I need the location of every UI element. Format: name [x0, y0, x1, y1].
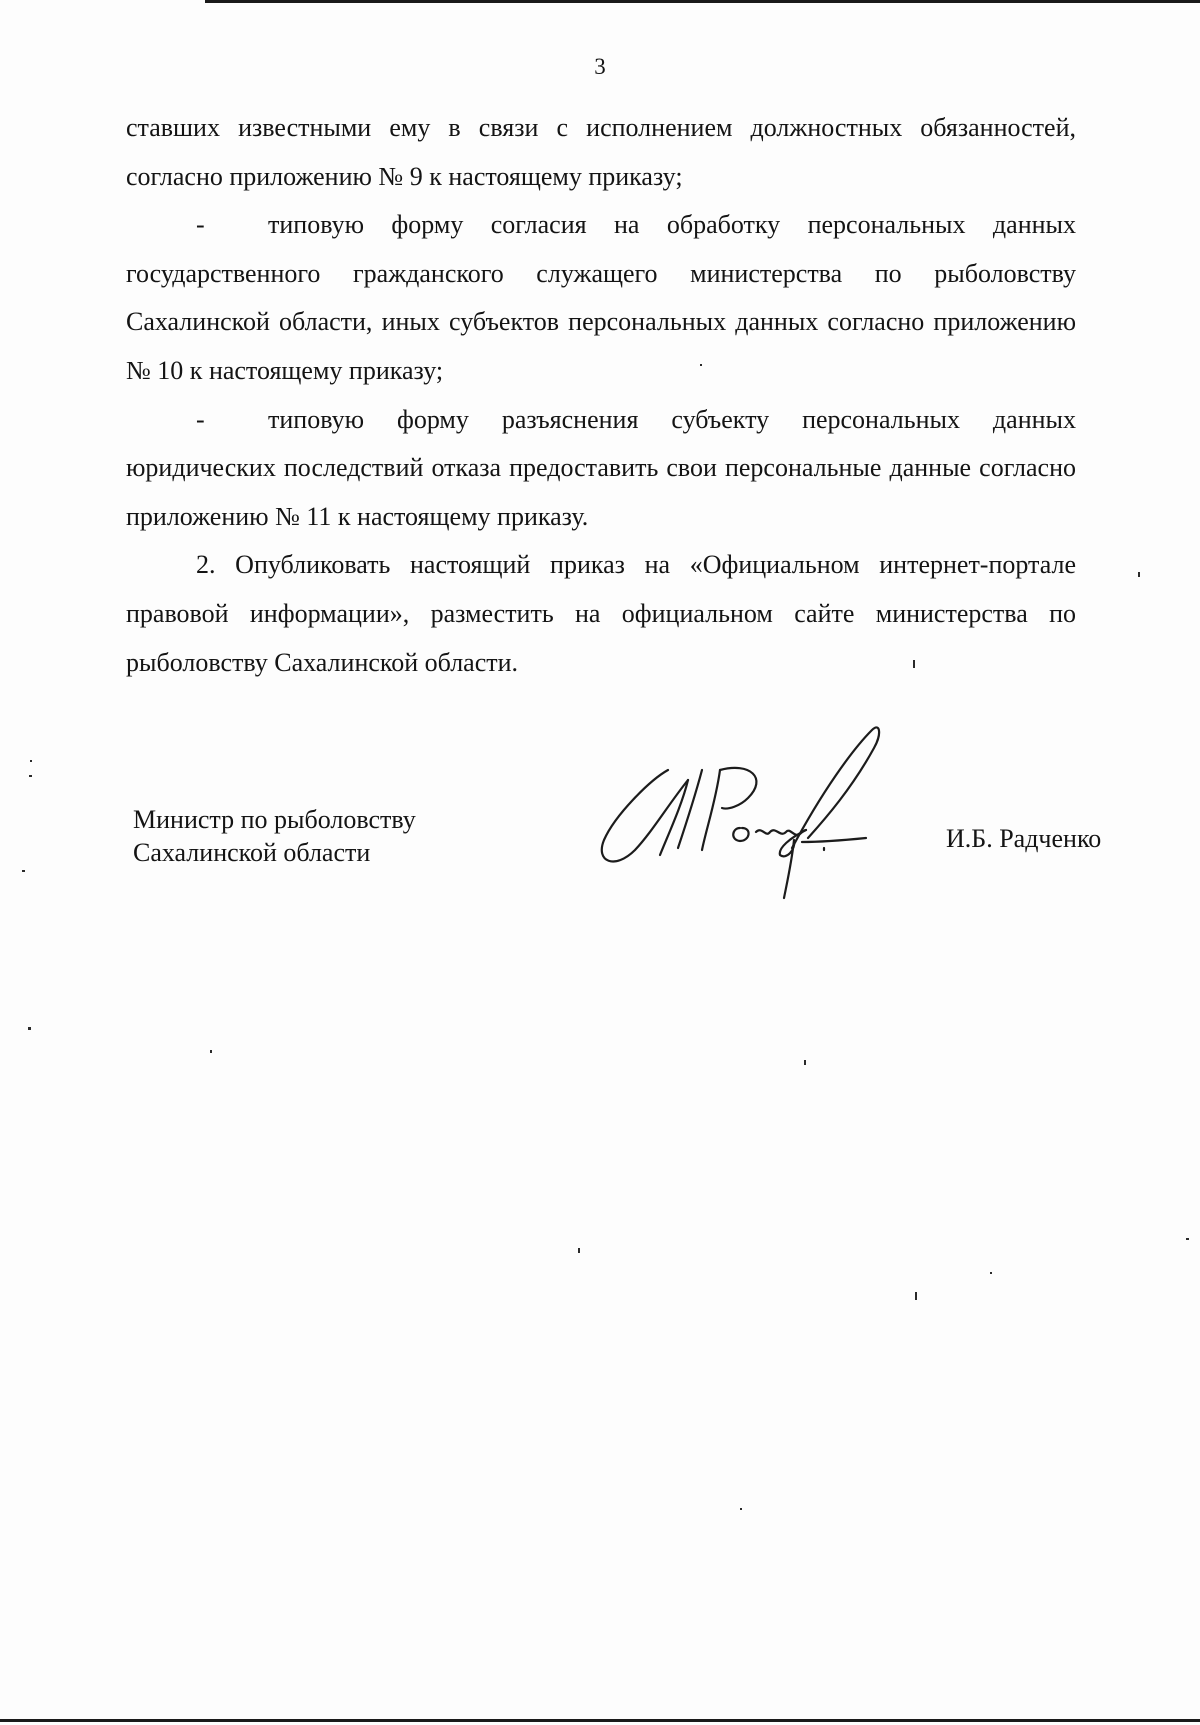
- signer-name: И.Б. Радченко: [946, 824, 1102, 853]
- handwritten-signature: [590, 700, 890, 900]
- bullet-item-explanation-form: [126, 396, 1076, 542]
- scan-top-border: [205, 0, 1200, 3]
- bullet-item-consent-form: [126, 201, 1076, 395]
- page-number: 3: [594, 54, 606, 79]
- bullet-text: типовую форму разъяснения субъекту персональных данных юридических последствий отказа предоставить свои персональные данные согласно приложению № 11 к настоящему приказу.: [126, 404, 1076, 531]
- paragraph-continuation: ставших известными ему в связи с исполнением должностных обязанностей, согласно приложению № 9 к настоящему приказу;: [126, 113, 1076, 191]
- signer-title-line-1: Министр по рыболовству: [133, 805, 416, 834]
- paragraph-publish-order: 2. Опубликовать настоящий приказ на «Официальном интернет-портале правовой информации», разместить на официальном сайте министерства по рыболовству Сахалинской области.: [126, 550, 1076, 677]
- signer-title-line-2: Сахалинской области: [133, 838, 371, 867]
- document-body: [126, 104, 1076, 687]
- scan-bottom-border: [0, 1719, 1200, 1722]
- bullet-dash: -: [196, 210, 205, 240]
- bullet-dash: -: [196, 404, 205, 434]
- signer-title: [133, 803, 416, 869]
- bullet-text: типовую форму согласия на обработку персональных данных государственного гражданского служащего министерства по рыболовству Сахалинской области, иных субъектов персональных данных согласно приложению № 10 к настоящему приказу;: [126, 210, 1076, 385]
